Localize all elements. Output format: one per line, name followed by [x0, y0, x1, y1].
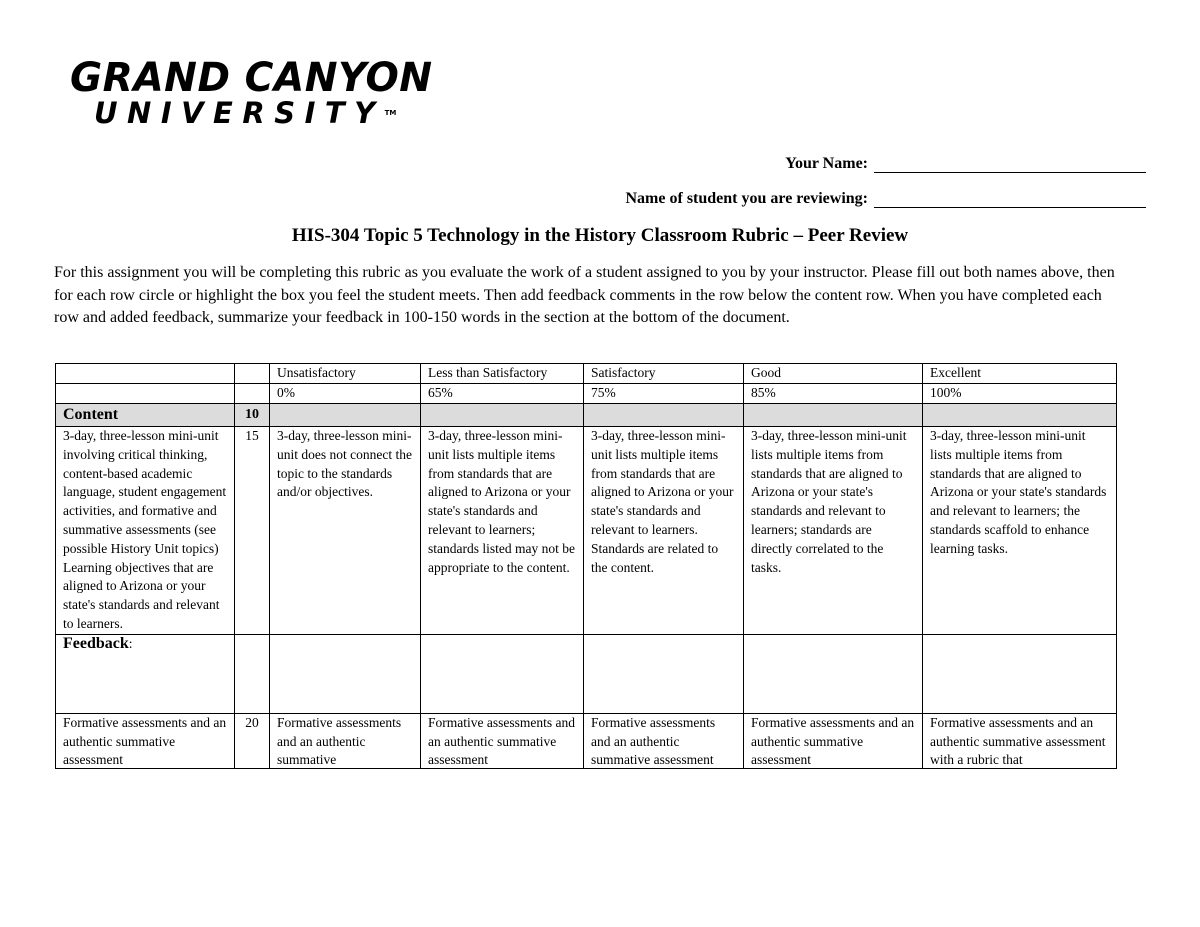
your-name-label: Your Name: [785, 155, 868, 172]
percent-header: 65% [421, 384, 584, 404]
rating-cell-good[interactable]: 3-day, three-lesson mini-unit lists multiple items from standards that are aligned to Arizona or your state's standards and relevant to learners; standards are directly correlated to the tasks. [744, 427, 923, 635]
section-blank-cell [744, 404, 923, 427]
section-blank-cell [923, 404, 1117, 427]
criterion-points: 15 [235, 427, 270, 635]
rating-text: Formative assessments and an authentic summative assessment [751, 714, 915, 768]
feedback-points-cell [235, 634, 270, 713]
rating-cell-unsatisfactory[interactable]: 3-day, three-lesson mini-unit does not connect the topic to the standards and/or objectives. [270, 427, 421, 635]
feedback-colon: : [128, 635, 133, 651]
level-header: Less than Satisfactory [421, 364, 584, 384]
rating-cell-less-than-satisfactory[interactable]: 3-day, three-lesson mini-unit lists multiple items from standards that are aligned to Arizona or your state's standards and relevant to learners; standards listed may not be appropriate to the content. [421, 427, 584, 635]
level-header: Excellent [923, 364, 1117, 384]
reviewing-name-label: Name of student you are reviewing: [625, 190, 868, 207]
logo-line-2: UNIVERSITY™ [94, 96, 397, 130]
criterion-cell: 3-day, three-lesson mini-unit involving critical thinking, content-based academic language, student engagement activities, and formative and summative assessments (see possible History Unit topics) Learning objectives that are aligned to Arizona or your state's standards and relevant to learners. [56, 427, 235, 635]
level-header: Satisfactory [584, 364, 744, 384]
document-title: HIS-304 Topic 5 Technology in the History Classroom Rubric – Peer Review [291, 225, 909, 246]
levels-header-row [56, 364, 1117, 384]
rating-text: Formative assessments and an authentic summative assessment [591, 714, 716, 768]
criterion-cell [56, 713, 235, 768]
feedback-input-cell[interactable] [744, 634, 923, 713]
criterion-row [56, 427, 1117, 635]
header-blank-cell [235, 364, 270, 384]
rating-cell-less-than-satisfactory[interactable] [421, 713, 584, 768]
feedback-input-cell[interactable] [421, 634, 584, 713]
section-blank-cell [421, 404, 584, 427]
instructions-paragraph: For this assignment you will be completing this rubric as you evaluate the work of a student assigned to you by your instructor. Please fill out both names above, then for each row circle or highlight the box you feel the student meets. Then add feedback comments in the row below the content row. When you have completed each row and added feedback, summarize your feedback in 100-150 words in the section at the bottom of the document. [54, 264, 1115, 326]
header-blank-cell [235, 384, 270, 404]
criterion-text: Formative assessments and an authentic summative assessment [63, 714, 227, 768]
level-header: Unsatisfactory [270, 364, 421, 384]
reviewing-name-row [626, 190, 1147, 208]
logo-line-1: GRAND CANYON [70, 55, 433, 101]
section-blank-cell [270, 404, 421, 427]
rating-text: Formative assessments and an authentic summative assessment [428, 714, 575, 768]
level-header: Good [744, 364, 923, 384]
percent-header: 75% [584, 384, 744, 404]
rating-cell-satisfactory[interactable] [584, 713, 744, 768]
trademark-mark: TM [384, 109, 397, 117]
university-logo [70, 55, 433, 130]
feedback-label-cell [56, 634, 235, 713]
section-points: 10 [235, 404, 270, 427]
percent-header: 0% [270, 384, 421, 404]
header-blank-cell [56, 384, 235, 404]
section-label: Content [56, 404, 235, 427]
rating-text: Formative assessments and an authentic summative [277, 714, 402, 768]
your-name-field[interactable] [874, 156, 1146, 173]
percent-header: 100% [923, 384, 1117, 404]
rating-cell-excellent[interactable]: 3-day, three-lesson mini-unit lists multiple items from standards that are aligned to Arizona or your state's standards and relevant to learners; the standards scaffold to enhance learning tasks. [923, 427, 1117, 635]
rating-text: Formative assessments and an authentic summative assessment with a rubric that [930, 714, 1106, 768]
feedback-input-cell[interactable] [584, 634, 744, 713]
your-name-row [785, 155, 1146, 173]
header-blank-cell [56, 364, 235, 384]
criterion-row [56, 713, 1117, 768]
feedback-label: Feedback [63, 634, 129, 652]
feedback-row [56, 634, 1117, 713]
percent-header-row [56, 384, 1117, 404]
rating-cell-unsatisfactory[interactable] [270, 713, 421, 768]
feedback-input-cell[interactable] [270, 634, 421, 713]
criterion-points: 20 [235, 713, 270, 768]
rating-cell-satisfactory[interactable]: 3-day, three-lesson mini-unit lists multiple items from standards that are aligned to Arizona or your state's standards and relevant to learners. Standards are related to the content. [584, 427, 744, 635]
percent-header: 85% [744, 384, 923, 404]
content-section-row [56, 404, 1117, 427]
rating-cell-excellent[interactable] [923, 713, 1117, 768]
reviewing-name-field[interactable] [874, 191, 1146, 208]
rating-cell-good[interactable] [744, 713, 923, 768]
rubric-table [55, 363, 1117, 769]
feedback-input-cell[interactable] [923, 634, 1117, 713]
section-blank-cell [584, 404, 744, 427]
